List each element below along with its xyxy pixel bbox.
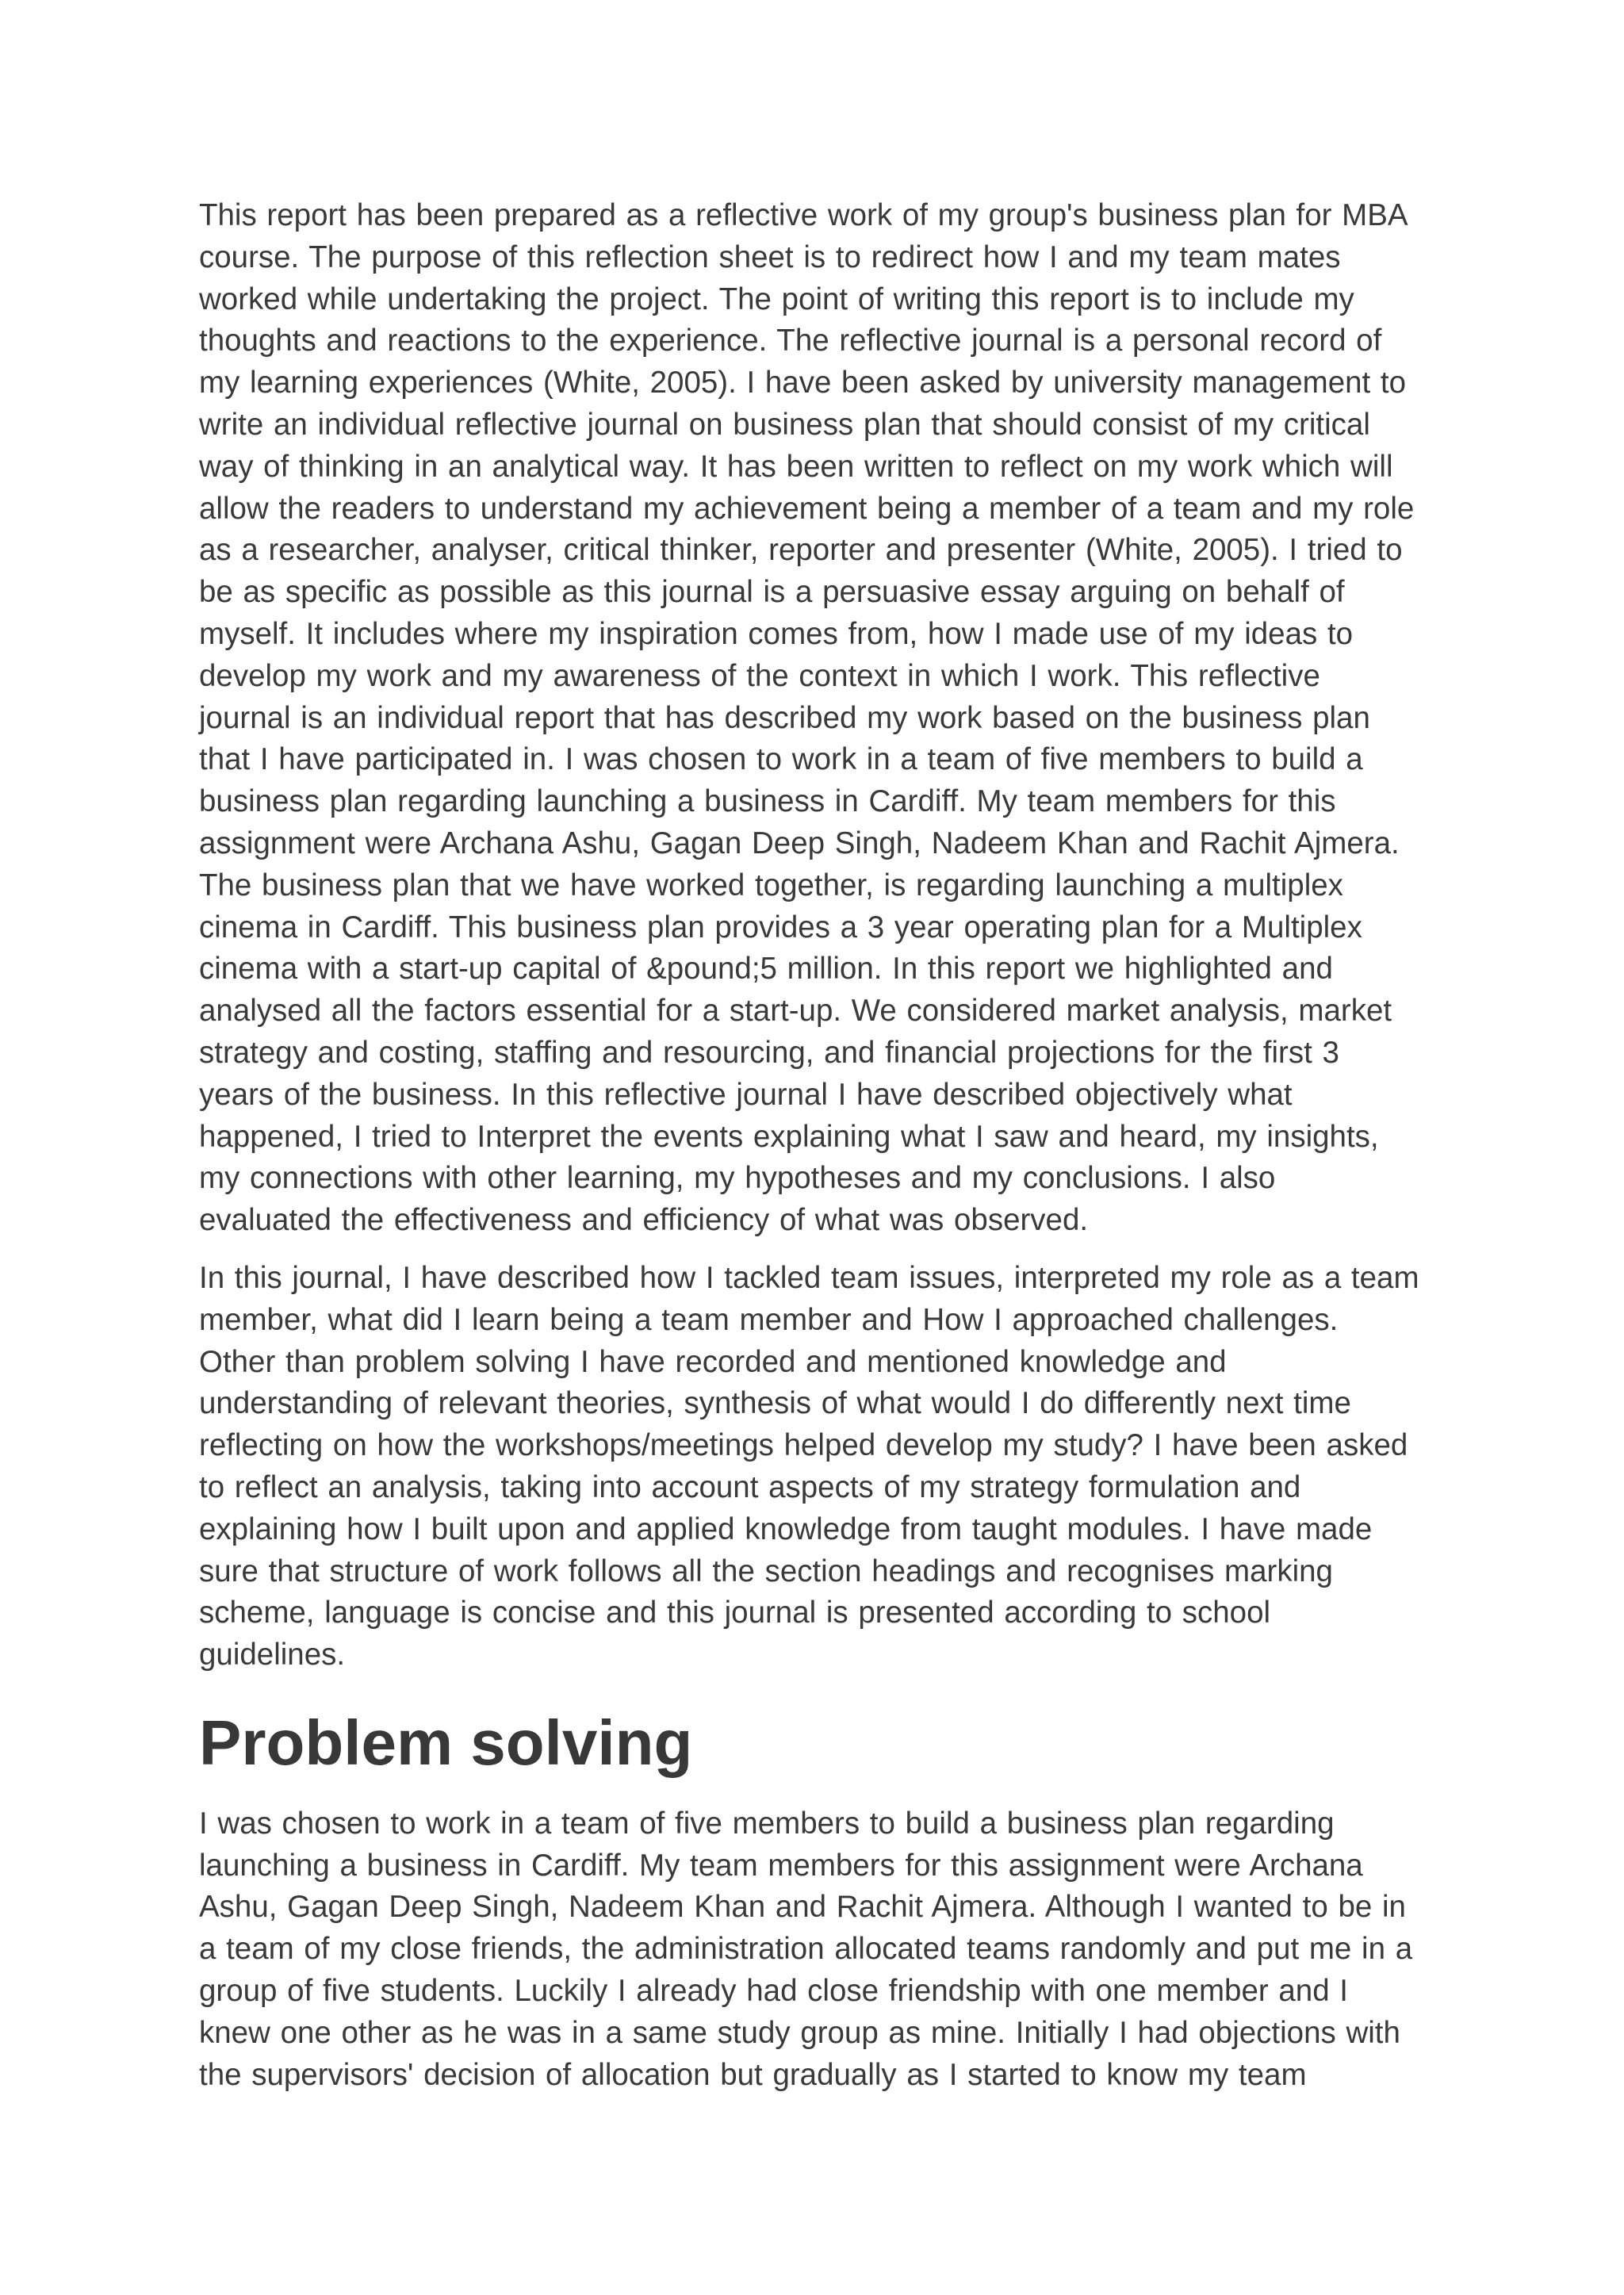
intro-paragraph-1: This report has been prepared as a reflective work of my group's business plan for MBA course. The purpose of this reflection sheet is to redirect how I and my team mates worked while undertaking the project. The point of writing this report is to include my thoughts and reactions to the experience. The reflective journal is a personal record of my learning experiences (White, 2005). I have been asked by university management to write an individual reflective journal on business plan that should consist of my critical way of thinking in an analytical way. It has been written to reflect on my work which will allow the readers to understand my achievement being a member of a team and my role as a researcher, analyser, critical thinker, reporter and presenter (White, 2005). I tried to be as specific as possible as this journal is a persuasive essay arguing on behalf of myself. It includes where my inspiration comes from, how I made use of my ideas to develop my work and my awareness of the context in which I work. This reflective journal is an individual report that has described my work based on the business plan that I have participated in. I was chosen to work in a team of five members to build a business plan regarding launching a business in Cardiff. My team members for this assignment were Archana Ashu, Gagan Deep Singh, Nadeem Khan and Rachit Ajmera. The business plan that we have worked together, is regarding launching a multiplex cinema in Cardiff. This business plan provides a 3 year operating plan for a Multiplex cinema with a start-up capital of &pound;5 million. In this report we highlighted and analysed all the factors essential for a start-up. We considered market analysis, market strategy and costing, staffing and resourcing, and financial projections for the first 3 years of the business. In this reflective journal I have described objectively what happened, I tried to Interpret the events explaining what I saw and heard, my insights, my connections with other learning, my hypotheses and my conclusions. I also evaluated the effectiveness and efficiency of what was observed. [199,198,1415,1238]
intro-paragraph-2: In this journal, I have described how I tackled team issues, interpreted my role as a team member, what did I learn being a team member and How I approached challenges. Other than problem solving I have recorded and mentioned knowledge and understanding of relevant theories, synthesis of what would I do differently next time reflecting on how the workshops/meetings helped develop my study? I have been asked to reflect an analysis, taking into account aspects of my strategy formulation and explaining how I built upon and applied knowledge from taught modules. I have made sure that structure of work follows all the section headings and recognises marking scheme, language is concise and this journal is presented according to school guidelines. [199,1260,1419,1672]
section-heading-problem-solving: Problem solving [199,1707,693,1778]
problem-solving-paragraph: I was chosen to work in a team of five members to build a business plan regarding launching a business in Cardiff. My team members for this assignment were Archana Ashu, Gagan Deep Singh, Nadeem Khan and Rachit Ajmera. Although I wanted to be in a team of my close friends, the administration allocated teams randomly and put me in a group of five students. Luckily I already had close friendship with one member and I knew one other as he was in a same study group as mine. Initially I had objections with the supervisors' decision of allocation but gradually as I started to know my team [199,1806,1413,2092]
document-body [199,195,1436,2112]
